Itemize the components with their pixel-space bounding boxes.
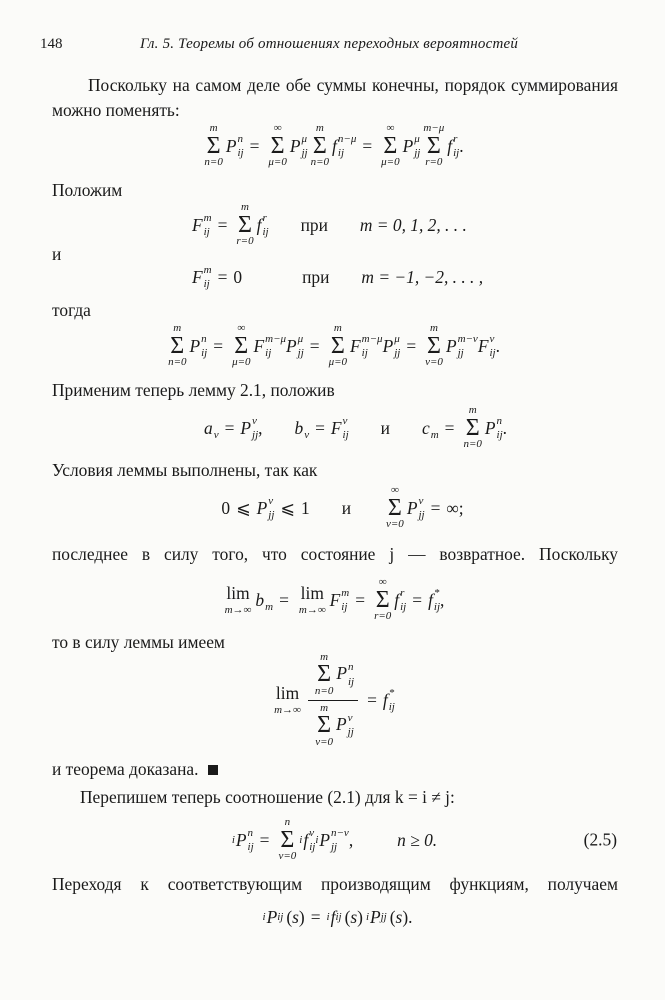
qed-square-icon: [208, 765, 218, 775]
word-pri: при: [300, 214, 328, 235]
equation-lemma-conditions: 0 ⩽ P ν jj ⩽ 1 и ∞ Σ ν=0 P ν jj = ∞;: [221, 484, 464, 531]
running-title: Гл. 5. Теоремы об отношениях переходных вероятностей: [140, 36, 519, 52]
equation-limit-b: lim m→∞ b m = lim m→∞ F m ij = ∞ Σ r=0 f r ij = f * ij ,: [224, 576, 445, 623]
equation-F-definition: F m ij = m Σ r=0 f r ij при m = 0, 1, 2, . . .: [192, 201, 467, 248]
paragraph-5: Применим теперь лемму 2.1, положив: [52, 380, 335, 400]
paragraph-10: Перепишем теперь соотношение (2.1) для k = i ≠ j:: [80, 787, 455, 807]
paragraph-9: [52, 757, 352, 782]
equation-ratio-limit: lim m→∞ m Σ n=0 P n ij m Σ ν=0 P ν jj = f * ij: [274, 650, 395, 748]
equation-lemma-params: a ν = P ν jj , b ν = F ν ij и c m = m Σ n=0 P n ij .: [203, 404, 508, 451]
theorem-end-text: и теорема доказана.: [52, 759, 199, 779]
condition-m: m = 0, 1, 2, . . .: [359, 214, 467, 235]
word-and-2: и: [341, 497, 351, 518]
paragraph-4: тогда: [52, 300, 91, 320]
running-header: [40, 36, 630, 60]
equation-number: (2.5): [583, 829, 617, 850]
equation-sum-swap: m Σ n=0 P n ij = ∞ Σ μ=0 P μ jj m Σ n=0 f n−μ ij = ∞ Σ μ=0 P μ jj m−μ Σ r=0 f r ij .: [204, 122, 464, 169]
paragraph-1: Поскольку на самом деле обе суммы конечны, порядок суммирования можно поменять:: [52, 75, 618, 120]
equation-generating-functions: i P ij ( s ) = i f ij ( s ) i P jj ( s ).: [262, 906, 413, 927]
word-and-1: и: [380, 417, 390, 438]
paragraph-7: последнее в силу того, что состояние j — возвратное. Поскольку: [52, 544, 618, 564]
equation-taboo-relation: i P n ij = n Σ ν=0 i f ν ij i P n−ν jj , n ≥ 0. (2.5): [231, 816, 617, 863]
condition-n: n ≥ 0.: [397, 829, 438, 850]
word-pri-2: при: [302, 266, 330, 287]
equation-convolution: m Σ n=0 P n ij = ∞ Σ μ=0 F m−μ ij P μ jj = m Σ μ=0 F m−μ ij P μ jj = m Σ ν=0 P m−ν jj F ν ij .: [168, 322, 500, 369]
paragraph-3: и: [52, 244, 62, 264]
paragraph-2: Положим: [52, 180, 123, 200]
paragraph-11: Переходя к соответствующим производящим функциям, получаем: [52, 874, 618, 894]
page-number: 148: [40, 36, 63, 52]
paragraph-8: то в силу леммы имеем: [52, 632, 225, 652]
condition-m-negative: m = −1, −2, . . . ,: [361, 266, 484, 287]
paragraph-6: Условия леммы выполнены, так как: [52, 460, 318, 480]
equation-F-zero: F m ij = 0 при m = −1, −2, . . . ,: [192, 263, 484, 290]
